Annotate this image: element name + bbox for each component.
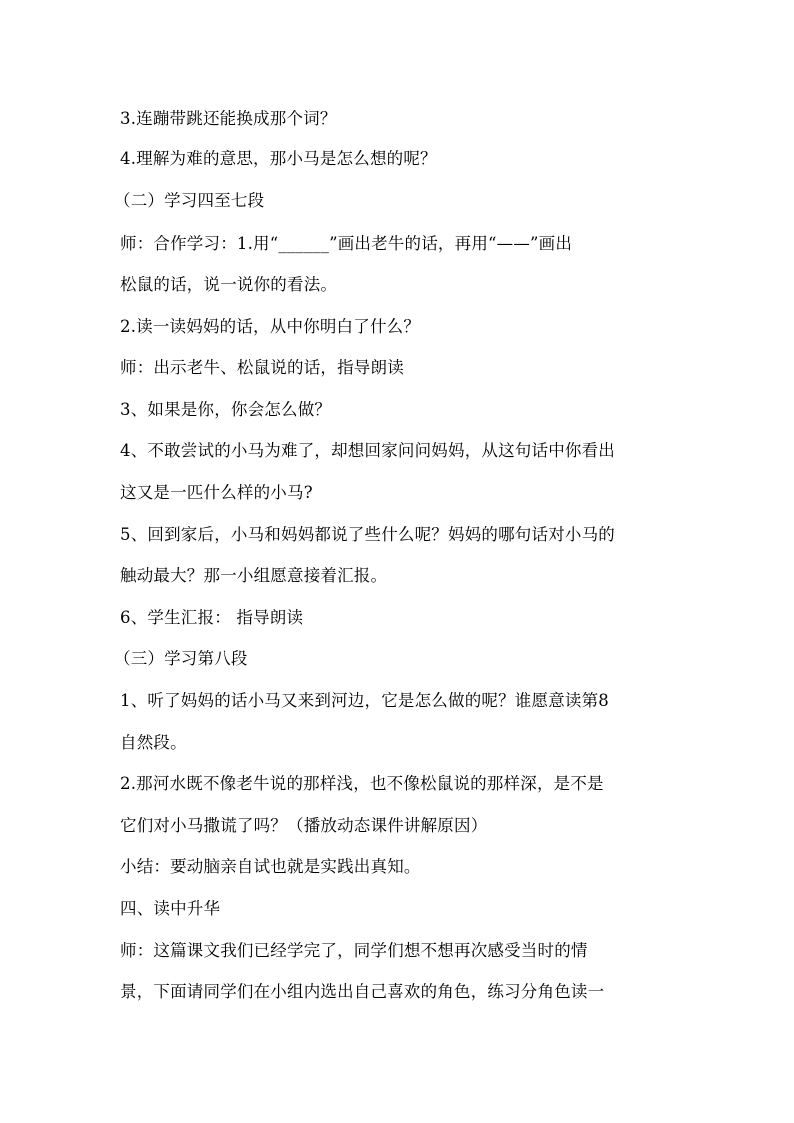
text-line: 5、回到家后，小马和妈妈都说了些什么呢？妈妈的哪句话对小马的 (120, 525, 615, 544)
text-line: 师：合作学习：1.用“______”画出老牛的话，再用“——”画出 (120, 234, 573, 253)
text-line: 4.理解为难的意思，那小马是怎么想的呢？ (120, 149, 437, 168)
section-heading: （三）学习第八段 (114, 649, 248, 668)
text-line: 3.连蹦带跳还能换成那个词？ (120, 109, 337, 128)
text-line: 松鼠的话，说一说你的看法。 (120, 275, 338, 294)
text-line: 2.读一读妈妈的话，从中你明白了什么？ (120, 317, 421, 336)
text-line: 自然段。 (120, 733, 187, 752)
text-line: 景，下面请同学们在小组内选出自己喜欢的角色，练习分角色读一 (120, 982, 605, 1001)
text-line: 师：出示老牛、松鼠说的话，指导朗读 (120, 358, 404, 377)
text-line: 1、听了妈妈的话小马又来到河边，它是怎么做的呢？谁愿意读第8 (120, 691, 609, 710)
text-line: 2.那河水既不像老牛说的那样浅，也不像松鼠说的那样深，是不是 (120, 774, 604, 793)
text-line: 它们对小马撒谎了吗？（播放动态课件讲解原因） (120, 816, 488, 835)
text-line: 这又是一匹什么样的小马? (120, 483, 313, 502)
text-line: 小结：要动脑亲自试也就是实践出真知。 (120, 857, 421, 876)
text-line: 3、如果是你，你会怎么做？ (120, 400, 332, 419)
section-heading: 四、读中升华 (120, 899, 221, 918)
text-line: 师：这篇课文我们已经学完了，同学们想不想再次感受当时的情 (120, 941, 588, 960)
text-line: 触动最大？那一小组愿意接着汇报。 (120, 566, 388, 585)
section-heading: （二）学习四至七段 (114, 191, 265, 210)
text-line: 6、学生汇报： 指导朗读 (120, 608, 304, 627)
text-line: 4、不敢尝试的小马为难了，却想回家问问妈妈，从这句话中你看出 (120, 441, 615, 460)
